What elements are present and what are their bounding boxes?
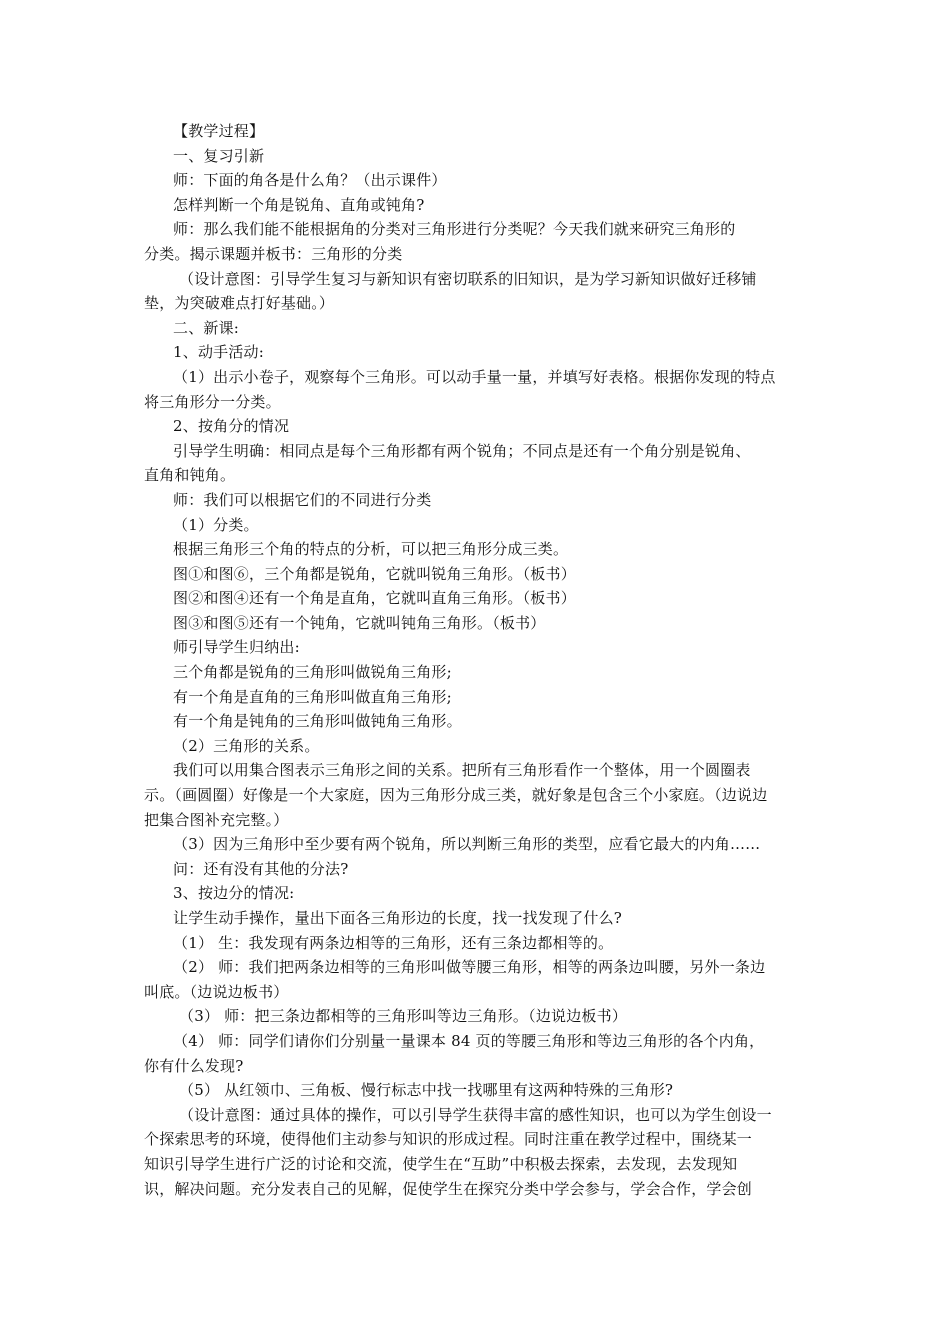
text-line: 我们可以用集合图表示三角形之间的关系。把所有三角形看作一个整体，用一个圆圈表 — [173, 761, 751, 780]
text-line: 图①和图⑥，三个角都是锐角，它就叫锐角三角形。（板书） — [173, 564, 576, 583]
text-line: 让学生动手操作，量出下面各三角形边的长度，找一找发现了什么? — [173, 909, 623, 927]
text-line: 知识引导学生进行广泛的讨论和交流，使学生在“互助”中积极去探索，去发现，去发现知 — [144, 1154, 738, 1173]
text-line: 叫底。（边说边板书） — [144, 982, 289, 1001]
text-line: 怎样判断一个角是锐角、直角或钝角? — [173, 195, 425, 214]
text-line: 个探索思考的环境，使得他们主动参与知识的形成过程。同时注重在教学过程中，围绕某一 — [144, 1130, 753, 1149]
text-line: 【教学过程】 — [173, 122, 265, 140]
text-line: （设计意图：通过具体的操作，可以引导学生获得丰富的感性知识，也可以为学生创设一 — [179, 1105, 772, 1124]
text-line: 3、按边分的情况: — [173, 884, 295, 903]
text-line: （2） 师：我们把两条边相等的三角形叫做等腰三角形，相等的两条边叫腰，另外一条边 — [173, 958, 766, 977]
text-line: 分类。揭示课题并板书：三角形的分类 — [144, 244, 403, 263]
text-line: 示。（画圆圈）好像是一个大家庭，因为三角形分成三类，就好象是包含三个小家庭。（边说边 — [144, 786, 768, 805]
text-line: （5） 从红领巾、三角板、慢行标志中找一找哪里有这两种特殊的三角形? — [179, 1081, 674, 1100]
text-line: 识，解决问题。充分发表自己的见解，促使学生在探究分类中学会参与，学会合作，学会创 — [144, 1179, 753, 1198]
text-line: 直角和钝角。 — [144, 466, 236, 485]
text-line: （1） 生：我发现有两条边相等的三角形，还有三条边都相等的。 — [173, 933, 614, 952]
text-line: 你有什么发现? — [144, 1056, 244, 1075]
text-line: 图②和图④还有一个角是直角，它就叫直角三角形。（板书） — [173, 589, 576, 608]
text-line: 师引导学生归纳出: — [173, 638, 300, 657]
text-line: （3） 师：把三条边都相等的三角形叫等边三角形。（边说边板书） — [179, 1007, 628, 1026]
text-line: （4） 师：同学们请你们分别量一量课本 84 页的等腰三角形和等边三角形的各个内角， — [173, 1031, 765, 1050]
text-line: 将三角形分一分类。 — [144, 392, 281, 411]
text-line: 二、新课: — [173, 318, 240, 337]
text-line: 2、按角分的情况 — [173, 417, 290, 436]
text-line: 1、动手活动: — [173, 343, 264, 362]
text-line: （3）因为三角形中至少要有两个锐角，所以判断三角形的类型，应看它最大的内角…… — [173, 835, 761, 854]
text-line: 师：那么我们能不能根据角的分类对三角形进行分类呢？今天我们就来研究三角形的 — [173, 220, 736, 239]
text-line: 引导学生明确：相同点是每个三角形都有两个锐角；不同点是还有一个角分别是锐角、 — [173, 441, 751, 460]
text-line: 师：下面的角各是什么角？（出示课件） — [173, 171, 447, 190]
text-line: （2）三角形的关系。 — [173, 736, 320, 755]
text-line: 三个角都是锐角的三角形叫做锐角三角形; — [173, 663, 452, 682]
text-line: 把集合图补充完整。） — [144, 810, 289, 829]
text-line: 一、复习引新 — [173, 146, 265, 165]
text-line: 问：还有没有其他的分法? — [173, 859, 349, 878]
text-line: 图③和图⑤还有一个钝角，它就叫钝角三角形。（板书） — [173, 613, 546, 632]
text-line: （1）出示小卷子，观察每个三角形。可以动手量一量，并填写好表格。根据你发现的特点 — [173, 367, 776, 386]
text-line: 根据三角形三个角的特点的分析，可以把三角形分成三类。 — [173, 540, 569, 559]
document-page — [144, 119, 808, 1201]
text-line: 有一个角是直角的三角形叫做直角三角形; — [173, 687, 452, 706]
text-line: 垫，为突破难点打好基础。） — [144, 294, 335, 313]
text-line: （1）分类。 — [173, 515, 259, 534]
text-line: （设计意图：引导学生复习与新知识有密切联系的旧知识，是为学习新知识做好迁移铺 — [179, 269, 757, 288]
text-line: 师：我们可以根据它们的不同进行分类 — [173, 490, 432, 509]
text-line: 有一个角是钝角的三角形叫做钝角三角形。 — [173, 712, 462, 731]
